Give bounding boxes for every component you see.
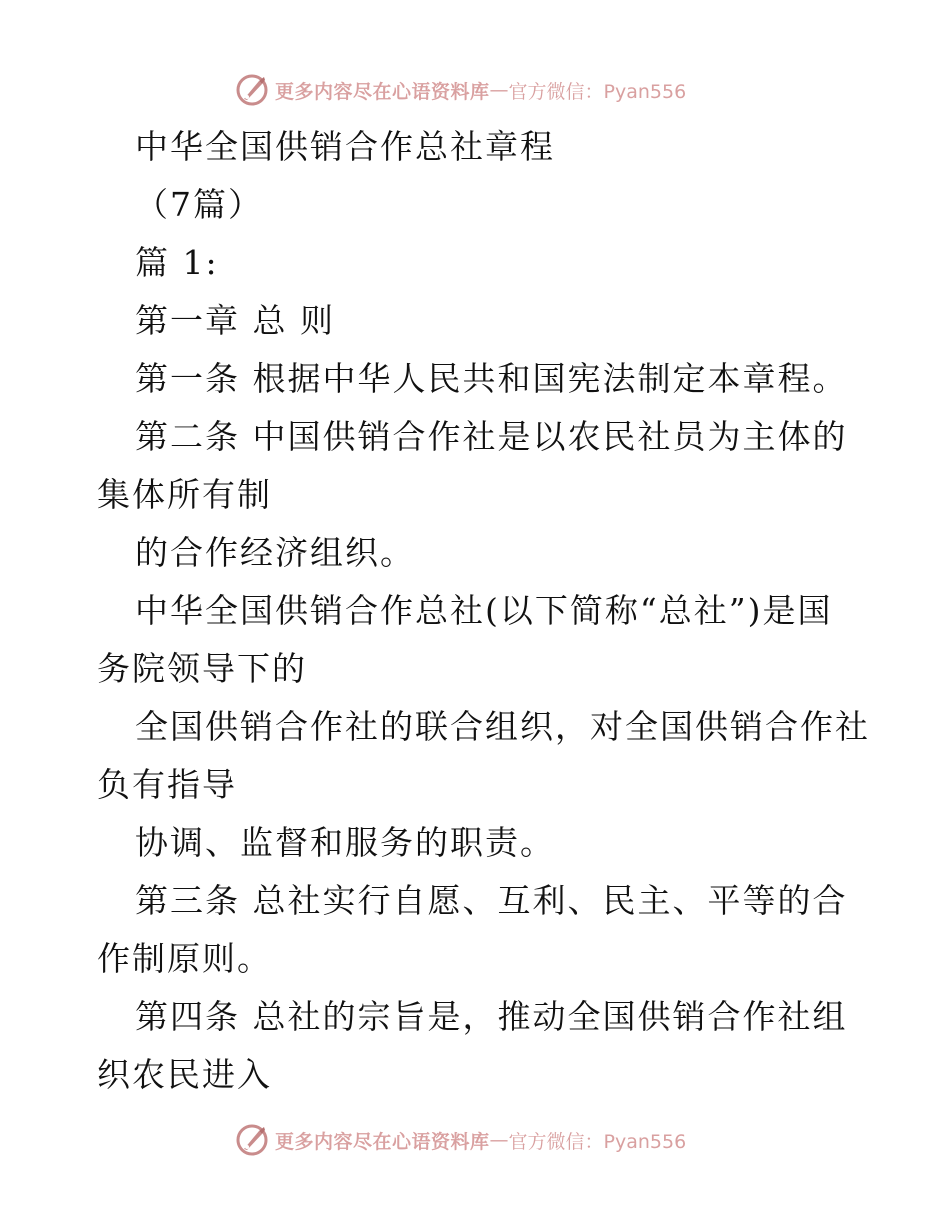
- watermark-dash: —: [489, 79, 509, 101]
- document-title: 中华全国供销合作总社章程: [135, 127, 555, 166]
- text-line: 第二条 中国供销合作社是以农民社员为主体的: [135, 417, 848, 456]
- text-line: 第三条 总社实行自愿、互利、民主、平等的合: [135, 881, 848, 920]
- text-line: 第四条 总社的宗旨是，推动全国供销合作社组: [135, 997, 848, 1036]
- watermark-contact: 官方微信：Pyan556: [508, 1130, 687, 1153]
- text-line: 中华全国供销合作总社(以下简称“总社”)是国: [135, 591, 833, 630]
- header-watermark: [235, 72, 686, 108]
- quill-pen-logo-icon: [235, 1123, 269, 1157]
- watermark-text: 更多内容尽在心语资料库: [275, 80, 490, 103]
- text-line: 第一条 根据中华人民共和国宪法制定本章程。: [135, 359, 848, 398]
- watermark-dash: —: [489, 1129, 509, 1151]
- footer-watermark: [235, 1122, 686, 1158]
- watermark-text: 更多内容尽在心语资料库: [275, 1130, 490, 1153]
- text-line: 全国供销合作社的联合组织，对全国供销合作社: [135, 707, 870, 746]
- text-line: 负有指导: [97, 765, 237, 804]
- section-heading: 篇 1:: [135, 243, 219, 282]
- quill-pen-logo-icon: [235, 73, 269, 107]
- text-line: 作制原则。: [97, 939, 272, 978]
- text-line: 织农民进入: [97, 1055, 272, 1094]
- text-line: 集体所有制: [97, 475, 272, 514]
- text-line: 务院领导下的: [97, 649, 307, 688]
- document-subtitle: （7篇）: [135, 185, 263, 224]
- chapter-heading: 第一章 总 则: [135, 301, 335, 340]
- text-line: 协调、监督和服务的职责。: [135, 823, 555, 862]
- text-line: 的合作经济组织。: [135, 533, 415, 572]
- watermark-contact: 官方微信：Pyan556: [508, 80, 687, 103]
